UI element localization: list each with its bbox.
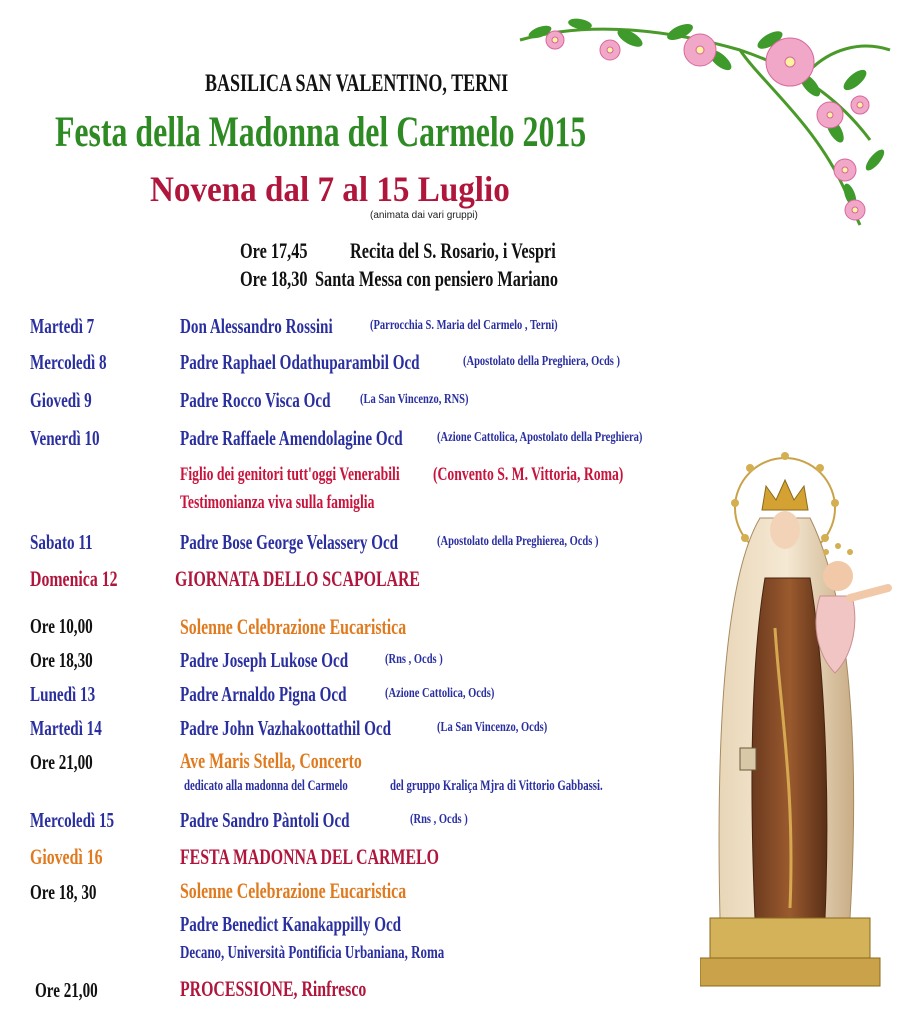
- schedule-name: Solenne Celebrazione Eucaristica: [180, 614, 407, 639]
- basilica-title: BASILICA SAN VALENTINO, TERNI: [205, 70, 509, 97]
- schedule-name: Padre Sandro Pàntoli Ocd: [180, 808, 350, 832]
- rosary-text: Recita del S. Rosario, i Vespri: [350, 238, 556, 263]
- festa-title: Festa della Madonna del Carmelo 2015: [55, 109, 587, 156]
- madonna-statue-image: [700, 448, 910, 988]
- schedule-group: (La San Vincenzo, Ocds): [437, 720, 548, 735]
- schedule-day: Mercoledì 8: [30, 350, 107, 374]
- schedule-name: Ave Maris Stella, Concerto: [180, 748, 362, 773]
- schedule-name: Padre Joseph Lukose Ocd: [180, 648, 349, 672]
- schedule-name: Padre Bose George Velassery Ocd: [180, 530, 399, 554]
- schedule-group: (Parrocchia S. Maria del Carmelo , Terni): [370, 318, 558, 333]
- mass-time: Ore 18,30: [240, 266, 308, 291]
- schedule-day: Ore 18, 30: [30, 880, 97, 904]
- schedule-group: del gruppo Kraliça Mjra di Vittorio Gabbassi.: [390, 778, 603, 794]
- schedule-day: Ore 10,00: [30, 614, 93, 638]
- schedule-name: Padre Benedict Kanakappilly Ocd: [180, 912, 402, 936]
- schedule-name: PROCESSIONE, Rinfresco: [180, 976, 367, 1001]
- schedule-day: Ore 21,00: [35, 978, 98, 1002]
- schedule-name: Padre Raphael Odathuparambil Ocd: [180, 350, 420, 374]
- schedule-group: (Rns , Ocds ): [410, 812, 468, 827]
- schedule-name: GIORNATA DELLO SCAPOLARE: [175, 566, 420, 591]
- schedule-day: Sabato 11: [30, 530, 93, 554]
- schedule-group: (Apostolato della Preghierea, Ocds ): [437, 534, 599, 549]
- mass-text: Santa Messa con pensiero Mariano: [315, 266, 558, 291]
- rosary-time: Ore 17,45: [240, 238, 308, 263]
- schedule-day: Giovedì 16: [30, 844, 103, 869]
- schedule-name: Padre Arnaldo Pigna Ocd: [180, 682, 347, 706]
- schedule-name: Figlio dei genitori tutt'oggi Venerabili: [180, 464, 400, 485]
- schedule-name: Padre John Vazhakoottathil Ocd: [180, 716, 392, 740]
- schedule-day: Ore 21,00: [30, 750, 93, 774]
- schedule-group: (Azione Cattolica, Ocds): [385, 686, 495, 701]
- schedule-name: Padre Rocco Visca Ocd: [180, 388, 331, 412]
- schedule-day: Venerdì 10: [30, 426, 100, 450]
- schedule-group: (Convento S. M. Vittoria, Roma): [433, 464, 624, 485]
- schedule-name: Don Alessandro Rossini: [180, 314, 333, 338]
- schedule-name: dedicato alla madonna del Carmelo: [184, 778, 348, 794]
- schedule-day: Domenica 12: [30, 566, 118, 591]
- header-note: (animata dai vari gruppi): [370, 210, 478, 221]
- schedule-group: (Azione Cattolica, Apostolato della Preghiera): [437, 430, 643, 445]
- schedule-name: Padre Raffaele Amendolagine Ocd: [180, 426, 403, 450]
- schedule-name: Testimonianza viva sulla famiglia: [180, 492, 375, 513]
- schedule-day: Lunedì 13: [30, 682, 96, 706]
- schedule-group: (Rns , Ocds ): [385, 652, 443, 667]
- schedule-day: Martedì 7: [30, 314, 95, 338]
- schedule-day: Mercoledì 15: [30, 808, 115, 832]
- schedule-name: Solenne Celebrazione Eucaristica: [180, 878, 407, 903]
- schedule-day: Ore 18,30: [30, 648, 93, 672]
- schedule-name: FESTA MADONNA DEL CARMELO: [180, 844, 439, 869]
- schedule-group: (Apostolato della Preghiera, Ocds ): [463, 354, 621, 369]
- schedule-day: Martedì 14: [30, 716, 102, 740]
- novena-title: Novena dal 7 al 15 Luglio: [150, 169, 510, 209]
- schedule-group: (La San Vincenzo, RNS): [360, 392, 469, 407]
- schedule-day: Giovedì 9: [30, 388, 92, 412]
- schedule-name: Decano, Università Pontificia Urbaniana, Roma: [180, 942, 445, 962]
